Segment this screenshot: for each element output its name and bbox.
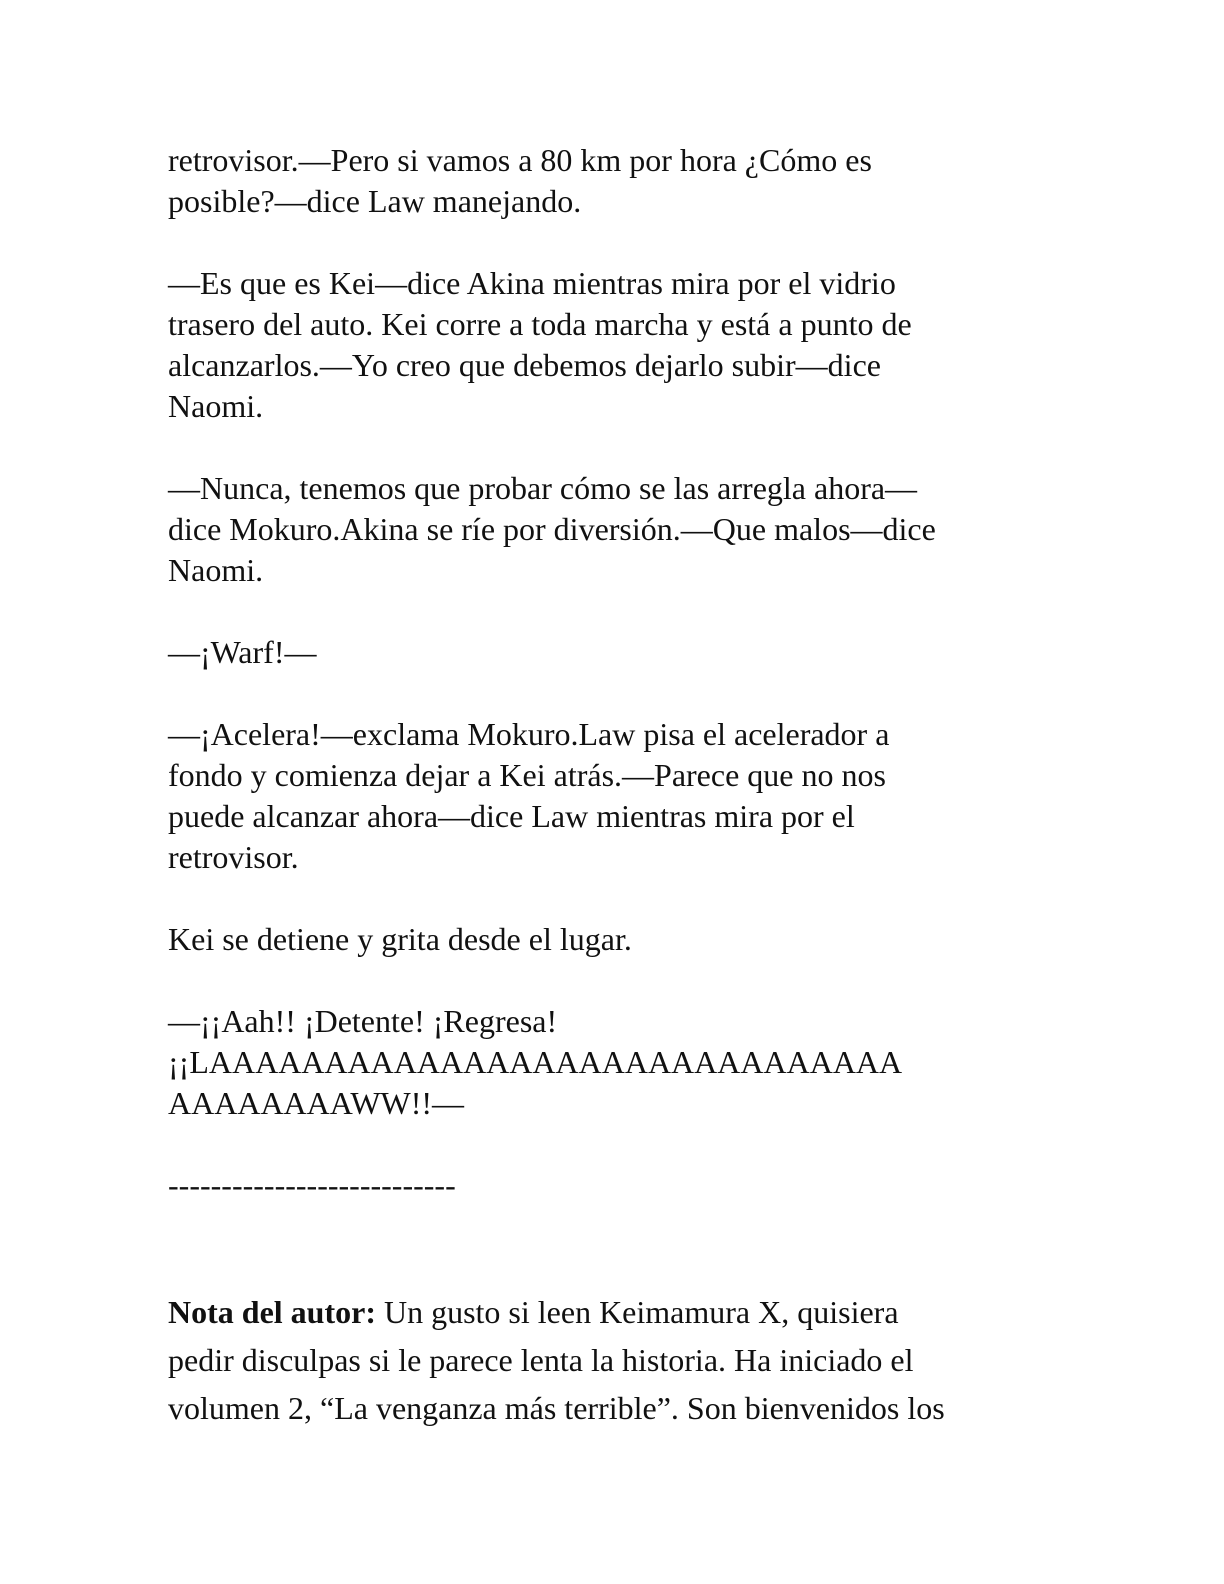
text-line: Naomi. — [168, 552, 264, 588]
document-page — [168, 140, 1048, 1432]
author-note-label: Nota del autor: — [168, 1294, 376, 1330]
paragraph-2 — [168, 263, 1048, 427]
paragraph-3 — [168, 468, 1048, 591]
text-line: AAAAAAAAWW!!— — [168, 1085, 465, 1121]
text-line: —¡Acelera!—exclama Mokuro.Law pisa el acelerador a — [168, 716, 890, 752]
paragraph-4 — [168, 632, 1048, 673]
author-note-text: Un gusto si leen Keimamura X, quisiera — [375, 1294, 899, 1330]
text-line: Naomi. — [168, 388, 264, 424]
text-line: —Es que es Kei—dice Akina mientras mira por el vidrio — [168, 265, 896, 301]
author-note-line: volumen 2, “La venganza más terrible”. Son bienvenidos los — [168, 1390, 945, 1426]
section-separator: --------------------------- — [168, 1167, 456, 1203]
paragraph-1 — [168, 140, 1048, 222]
paragraph-6 — [168, 919, 1048, 960]
text-line: ¡¡LAAAAAAAAAAAAAAAAAAAAAAAAAAAAAA — [168, 1044, 903, 1080]
text-line: alcanzarlos.—Yo creo que debemos dejarlo subir—dice — [168, 347, 881, 383]
text-line: puede alcanzar ahora—dice Law mientras mira por el — [168, 798, 855, 834]
author-note — [168, 1288, 1048, 1432]
author-note-line: pedir disculpas si le parece lenta la historia. Ha iniciado el — [168, 1342, 914, 1378]
text-line: posible?—dice Law manejando. — [168, 183, 582, 219]
text-line: —¡¡Aah!! ¡Detente! ¡Regresa! — [168, 1003, 558, 1039]
text-line: —¡Warf!— — [168, 634, 317, 670]
author-note-line — [168, 1288, 1048, 1336]
paragraph-5 — [168, 714, 1048, 878]
text-line: retrovisor.—Pero si vamos a 80 km por hora ¿Cómo es — [168, 142, 872, 178]
paragraph-7 — [168, 1001, 1048, 1124]
text-line: trasero del auto. Kei corre a toda marcha y está a punto de — [168, 306, 912, 342]
text-line: retrovisor. — [168, 839, 299, 875]
text-line: dice Mokuro.Akina se ríe por diversión.—Que malos—dice — [168, 511, 936, 547]
text-line: —Nunca, tenemos que probar cómo se las arregla ahora— — [168, 470, 918, 506]
text-line: Kei se detiene y grita desde el lugar. — [168, 921, 632, 957]
text-line: fondo y comienza dejar a Kei atrás.—Parece que no nos — [168, 757, 886, 793]
